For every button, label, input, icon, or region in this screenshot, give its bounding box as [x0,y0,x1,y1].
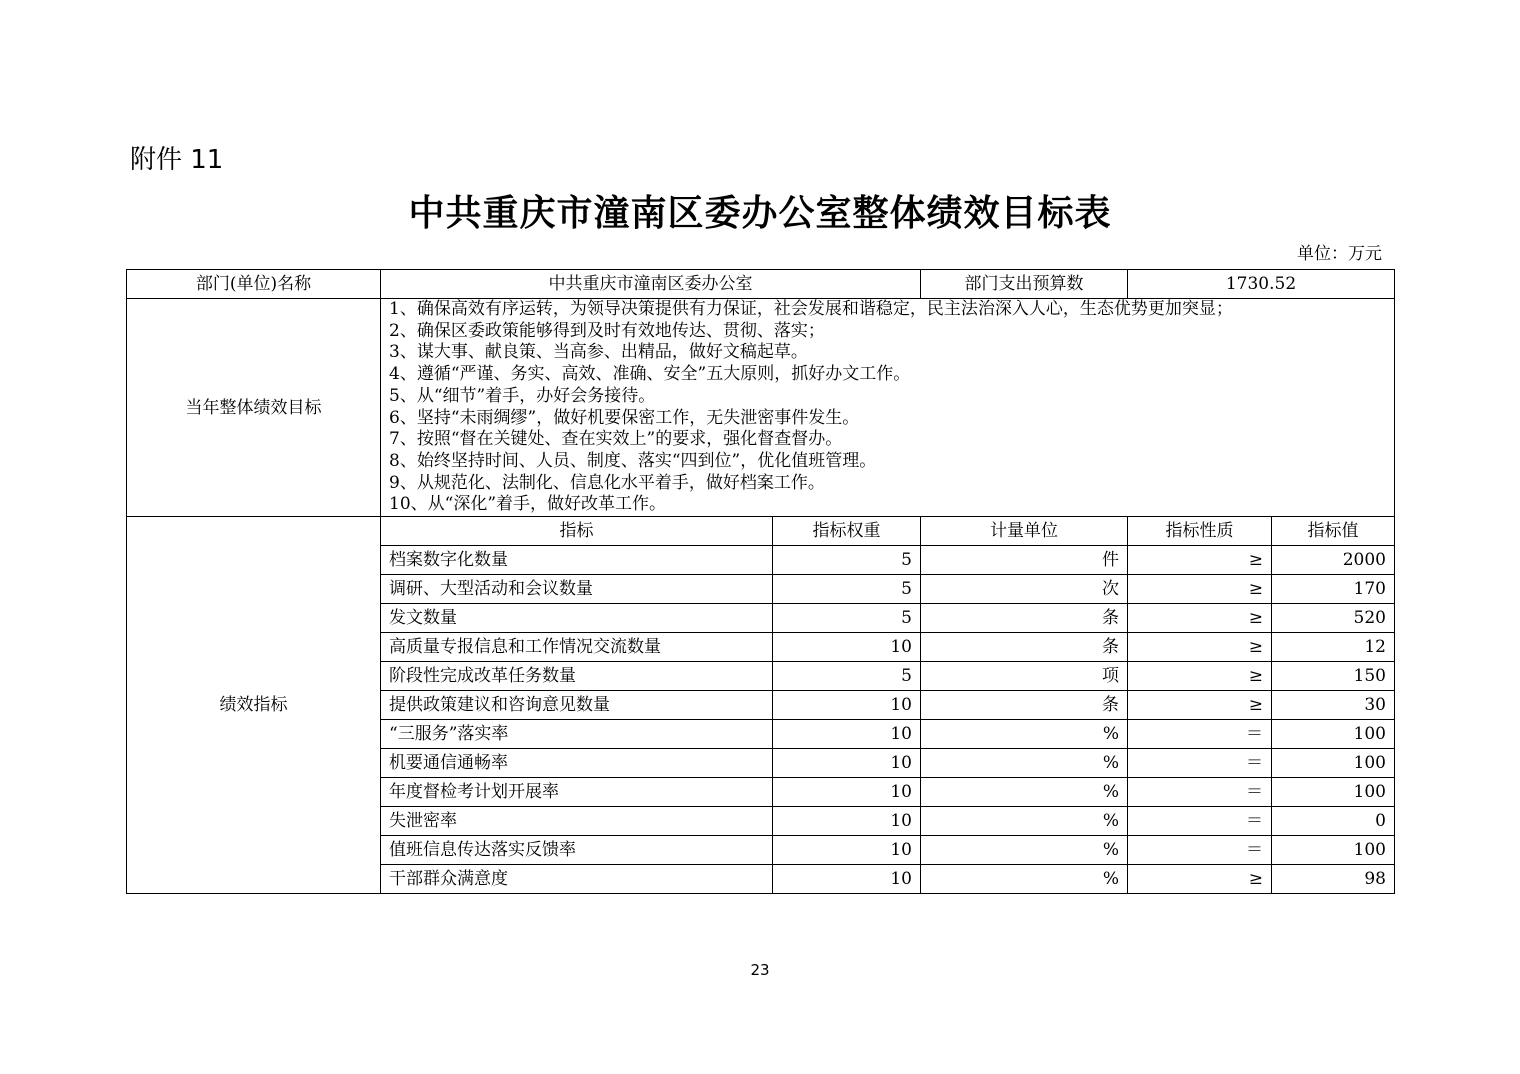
indicator-name: 阶段性完成改革任务数量 [381,662,773,691]
indicator-unit: % [921,865,1128,894]
indicator-name: 发文数量 [381,604,773,633]
performance-table [126,269,1395,894]
indicator-name: 高质量专报信息和工作情况交流数量 [381,633,773,662]
indicator-unit: % [921,807,1128,836]
indicator-name: 失泄密率 [381,807,773,836]
goal-line-10: 10、从“深化”着手，做好改革工作。 [389,494,667,515]
indicator-weight: 10 [773,865,921,894]
goal-line-5: 5、从“细节”着手，办好会务接待。 [389,385,656,406]
page-title: 中共重庆市潼南区委办公室整体绩效目标表 [408,193,1112,234]
goal-line-6: 6、坚持“未雨绸缪”，做好机要保密工作，无失泄密事件发生。 [389,407,860,428]
goal-line-8: 8、始终坚持时间、人员、制度、落实“四到位”，优化值班管理。 [389,450,877,471]
budget-value: 1730.52 [1128,270,1395,299]
dept-label: 部门(单位)名称 [127,270,381,299]
indicator-weight: 10 [773,633,921,662]
goal-line-4: 4、遵循“严谨、务实、高效、准确、安全”五大原则，抓好办文工作。 [389,364,911,385]
indicator-value: 150 [1272,662,1395,691]
indicator-unit: 次 [921,575,1128,604]
goals-label: 当年整体绩效目标 [127,299,381,517]
page-number: 23 [750,961,770,979]
indicator-value: 100 [1272,720,1395,749]
column-header-weight: 指标权重 [773,517,921,546]
goals-row [127,299,1395,517]
indicator-unit: 条 [921,691,1128,720]
indicator-nature: ＝ [1128,778,1272,807]
column-header-unit: 计量单位 [921,517,1128,546]
indicator-unit: 条 [921,633,1128,662]
indicator-nature: ＝ [1128,749,1272,778]
indicator-name: 机要通信通畅率 [381,749,773,778]
indicator-value: 98 [1272,865,1395,894]
indicator-value: 100 [1272,749,1395,778]
indicator-unit: % [921,778,1128,807]
indicator-nature: ≥ [1128,691,1272,720]
indicator-value: 0 [1272,807,1395,836]
indicator-nature: ≥ [1128,633,1272,662]
goal-line-9: 9、从规范化、法制化、信息化水平着手，做好档案工作。 [389,472,825,493]
indicator-value: 100 [1272,836,1395,865]
indicator-name: 值班信息传达落实反馈率 [381,836,773,865]
indicator-nature: ≥ [1128,546,1272,575]
unit-label: 单位：万元 [1297,244,1382,264]
indicator-value: 100 [1272,778,1395,807]
indicator-unit: % [921,720,1128,749]
indicator-value: 12 [1272,633,1395,662]
indicator-weight: 10 [773,778,921,807]
indicators-label: 绩效指标 [127,517,381,894]
indicator-unit: 项 [921,662,1128,691]
indicator-weight: 10 [773,749,921,778]
indicator-name: 年度督检考计划开展率 [381,778,773,807]
goal-line-3: 3、谋大事、献良策、当高参、出精品，做好文稿起草。 [389,342,808,363]
indicator-nature: ≥ [1128,575,1272,604]
goal-line-1: 1、确保高效有序运转，为领导决策提供有力保证，社会发展和谐稳定，民主法治深入人心，生态优势更加突显； [389,299,1233,319]
dept-name: 中共重庆市潼南区委办公室 [381,270,921,299]
attachment-label: 附件 11 [130,145,224,175]
header-row [127,270,1395,299]
indicator-weight: 10 [773,836,921,865]
indicator-header-row [127,517,1395,546]
indicator-unit: 条 [921,604,1128,633]
indicator-weight: 5 [773,575,921,604]
indicator-nature: ≥ [1128,604,1272,633]
indicator-value: 520 [1272,604,1395,633]
indicator-weight: 10 [773,807,921,836]
indicator-name: “三服务”落实率 [381,720,773,749]
indicator-name: 干部群众满意度 [381,865,773,894]
indicator-name: 调研、大型活动和会议数量 [381,575,773,604]
indicator-weight: 5 [773,604,921,633]
indicator-nature: ≥ [1128,865,1272,894]
budget-label: 部门支出预算数 [921,270,1128,299]
indicator-unit: 件 [921,546,1128,575]
indicator-nature: ＝ [1128,807,1272,836]
indicator-name: 档案数字化数量 [381,546,773,575]
indicator-weight: 10 [773,720,921,749]
indicator-value: 170 [1272,575,1395,604]
column-header-name: 指标 [381,517,773,546]
goals-content [381,299,1395,517]
column-header-value: 指标值 [1272,517,1395,546]
column-header-nature: 指标性质 [1128,517,1272,546]
indicator-name: 提供政策建议和咨询意见数量 [381,691,773,720]
indicator-weight: 10 [773,691,921,720]
indicator-value: 30 [1272,691,1395,720]
indicator-unit: % [921,749,1128,778]
goal-line-7: 7、按照“督在关键处、查在实效上”的要求，强化督查督办。 [389,429,843,450]
indicator-weight: 5 [773,546,921,575]
indicator-nature: ＝ [1128,836,1272,865]
indicator-nature: ＝ [1128,720,1272,749]
indicator-value: 2000 [1272,546,1395,575]
indicator-nature: ≥ [1128,662,1272,691]
indicator-weight: 5 [773,662,921,691]
goal-line-2: 2、确保区委政策能够得到及时有效地传达、贯彻、落实； [389,320,825,341]
indicator-unit: % [921,836,1128,865]
